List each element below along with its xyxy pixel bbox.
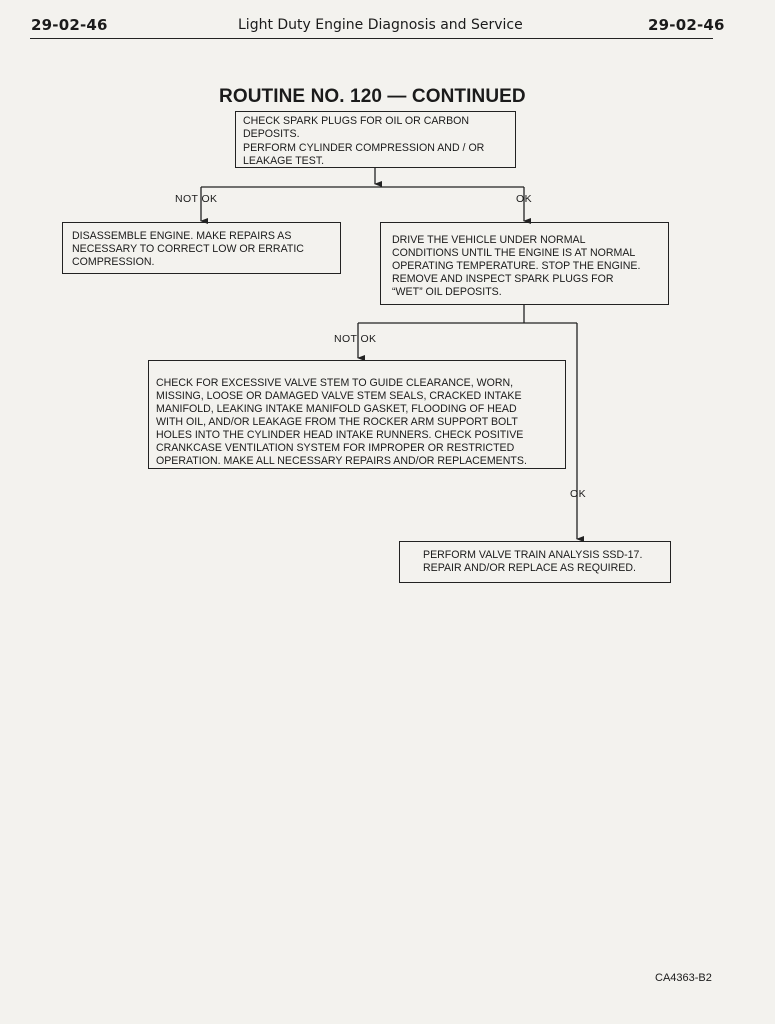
- step-line: CONDITIONS UNTIL THE ENGINE IS AT NORMAL: [392, 247, 636, 259]
- step-line: PERFORM VALVE TRAIN ANALYSIS SSD-17.: [423, 549, 643, 561]
- step-check-spark-plugs: [235, 111, 516, 168]
- step-line: NECESSARY TO CORRECT LOW OR ERRATIC: [72, 243, 304, 255]
- label-ok-2: OK: [570, 488, 586, 500]
- step-line: OPERATING TEMPERATURE. STOP THE ENGINE.: [392, 260, 641, 272]
- step-disassemble-engine: [62, 222, 341, 274]
- step-line: DISASSEMBLE ENGINE. MAKE REPAIRS AS: [72, 230, 292, 242]
- page-number-right: 29-02-46: [648, 16, 725, 34]
- step-drive-vehicle: [380, 222, 669, 305]
- step-line: CHECK SPARK PLUGS FOR OIL OR CARBON: [243, 115, 470, 127]
- page-number-left: 29-02-46: [31, 16, 108, 34]
- step-line: WITH OIL, AND/OR LEAKAGE FROM THE ROCKER ARM SUPPORT BOLT: [156, 416, 518, 428]
- step-line: “WET” OIL DEPOSITS.: [392, 286, 502, 298]
- step-line: REMOVE AND INSPECT SPARK PLUGS FOR: [392, 273, 614, 285]
- step-line: CHECK FOR EXCESSIVE VALVE STEM TO GUIDE CLEARANCE, WORN,: [156, 377, 514, 389]
- figure-code: CA4363-B2: [655, 972, 712, 984]
- step-line: MISSING, LOOSE OR DAMAGED VALVE STEM SEALS, CRACKED INTAKE: [156, 390, 522, 402]
- label-ok-1: OK: [516, 193, 532, 205]
- step-line: OPERATION. MAKE ALL NECESSARY REPAIRS AND/OR REPLACEMENTS.: [156, 455, 527, 467]
- step-valve-train-analysis: [399, 541, 671, 583]
- step-line: DEPOSITS.: [243, 128, 300, 140]
- routine-title: ROUTINE NO. 120 — CONTINUED: [219, 86, 526, 107]
- label-not-ok-1: NOT OK: [175, 193, 218, 205]
- step-line: HOLES INTO THE CYLINDER HEAD INTAKE RUNNERS. CHECK POSITIVE: [156, 429, 524, 441]
- step-line: PERFORM CYLINDER COMPRESSION AND / OR: [243, 142, 485, 154]
- step-check-valve-stem: [148, 360, 566, 469]
- step-line: LEAKAGE TEST.: [243, 155, 325, 167]
- step-line: MANIFOLD, LEAKING INTAKE MANIFOLD GASKET, FLOODING OF HEAD: [156, 403, 517, 415]
- step-line: DRIVE THE VEHICLE UNDER NORMAL: [392, 234, 586, 246]
- step-line: REPAIR AND/OR REPLACE AS REQUIRED.: [423, 562, 636, 574]
- label-not-ok-2: NOT OK: [334, 333, 377, 345]
- step-line: CRANKCASE VENTILATION SYSTEM FOR IMPROPER OR RESTRICTED: [156, 442, 515, 454]
- running-header-title: Light Duty Engine Diagnosis and Service: [238, 17, 523, 33]
- step-line: COMPRESSION.: [72, 256, 155, 268]
